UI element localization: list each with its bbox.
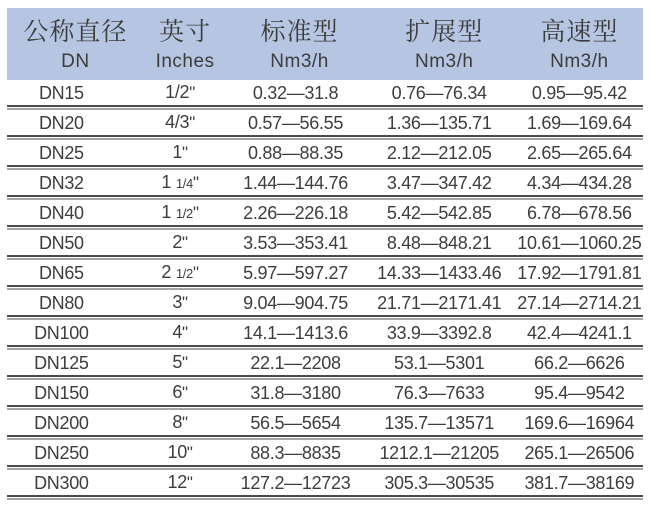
cell-inches [144,170,227,196]
table-row [7,290,643,315]
cell-high-speed: 169.6—16964 [524,412,635,433]
cell-inches [144,440,227,466]
table-row [7,350,643,375]
header-subtitle: Nm3/h [550,51,609,72]
cell-inches [144,320,227,346]
cell-dn: DN300 [34,472,89,493]
inch-main: 1/2 [165,82,190,102]
cell-dn: DN15 [38,82,84,103]
cell-extended: 21.71—2171.41 [377,292,502,313]
cell-dn: DN80 [38,292,84,313]
header-title: 标准型 [260,18,339,46]
cell-dn: DN32 [38,172,84,193]
inch-mark: " [182,233,188,252]
cell-standard: 1.44—144.76 [243,172,348,193]
inch-mark: " [192,173,199,192]
cell-high-speed: 10.61—1060.25 [517,232,642,253]
inch-main: 4 [172,322,183,342]
inch-mark: " [189,83,195,102]
inch-main: 2 [172,232,183,252]
table-row [7,170,643,195]
cell-inches [144,200,227,226]
table-row [7,380,643,405]
header-subtitle: Nm3/h [414,51,474,72]
inch-mark: " [182,293,188,312]
inch-mark: " [182,323,188,342]
header-cell-inches [144,8,227,80]
header-cell-high-speed [516,8,643,80]
cell-inches [144,470,227,496]
cell-extended: 1.36—135.71 [386,112,492,133]
cell-inches [144,140,227,166]
inch-main: 3 [172,292,183,312]
header-subtitle: Nm3/h [270,51,329,72]
cell-standard: 14.1—1413.6 [243,322,348,343]
inch-fraction: 1/2 [175,206,193,221]
cell-high-speed: 1.69—169.64 [526,112,632,133]
cell-high-speed: 66.2—6626 [534,352,625,373]
inch-main: 1 [172,142,183,162]
cell-standard: 0.32—31.8 [252,82,339,103]
cell-inches [144,350,227,376]
header-title: 英寸 [159,18,212,46]
cell-inches [144,230,227,256]
table-row [7,470,643,495]
cell-standard: 5.97—597.27 [243,262,348,283]
cell-extended: 135.7—13571 [384,412,495,433]
cell-extended: 3.47—347.42 [386,172,492,193]
cell-standard: 3.53—353.41 [243,232,348,253]
cell-extended: 1212.1—21205 [379,442,499,463]
table-row [7,80,643,105]
cell-standard: 56.5—5654 [250,412,341,433]
table-row [7,410,643,435]
inch-main: 1 [161,202,176,222]
table-row [7,110,643,135]
cell-high-speed: 27.14—2714.21 [517,292,642,313]
cell-dn: DN20 [38,112,84,133]
cell-dn: DN250 [34,442,89,463]
inch-main: 1 [161,172,176,192]
header-title: 扩展型 [405,18,484,46]
cell-standard: 22.1—2208 [250,352,341,373]
cell-dn: DN125 [34,352,89,373]
cell-inches [144,110,227,136]
cell-dn: DN100 [34,322,89,343]
cell-dn: DN200 [34,412,89,433]
cell-standard: 31.8—3180 [250,382,341,403]
cell-inches [144,260,227,286]
cell-extended: 2.12—212.05 [386,142,492,163]
cell-extended: 305.3—30535 [384,472,495,493]
cell-extended: 53.1—5301 [394,352,485,373]
cell-standard: 127.2—12723 [240,472,351,493]
table-row [7,200,643,225]
inch-main: 8 [172,412,183,432]
cell-standard: 0.88—88.35 [248,142,344,163]
inch-fraction: 1/4 [175,176,193,191]
cell-inches [144,290,227,316]
inch-mark: " [186,473,193,492]
table-row [7,440,643,465]
inch-mark: " [186,443,193,462]
inch-mark: " [182,353,188,372]
cell-extended: 76.3—7633 [394,382,485,403]
cell-dn: DN65 [38,262,84,283]
inch-mark: " [182,143,188,162]
cell-inches [144,380,227,406]
header-cell-dn [7,8,144,80]
table-row [7,230,643,255]
cell-high-speed: 2.65—265.64 [526,142,632,163]
cell-dn: DN25 [38,142,84,163]
inch-mark: " [182,383,188,402]
table-row [7,260,643,285]
cell-dn: DN50 [38,232,84,253]
header-title: 公称直径 [23,18,128,46]
cell-extended: 0.76—76.34 [391,82,487,103]
inch-mark: " [192,203,199,222]
header-subtitle: Inches [155,51,215,72]
header-cell-standard [226,8,372,80]
table-row [7,320,643,345]
inch-main: 12 [167,472,187,492]
cell-inches [144,410,227,436]
cell-high-speed: 4.34—434.28 [526,172,632,193]
inch-mark: " [192,263,199,282]
cell-extended: 5.42—542.85 [386,202,492,223]
table-row [7,140,643,165]
inch-mark: " [189,113,195,132]
cell-high-speed: 42.4—4241.1 [526,322,632,343]
header-title: 高速型 [540,18,619,46]
inch-main: 4/3 [165,112,190,132]
cell-high-speed: 381.7—38169 [524,472,635,493]
inch-main: 10 [167,442,187,462]
inch-main: 6 [172,382,183,402]
cell-extended: 14.33—1433.46 [377,262,502,283]
cell-extended: 33.9—3392.8 [386,322,492,343]
inch-mark: " [182,413,188,432]
table-header [7,8,643,80]
cell-high-speed: 95.4—9542 [534,382,625,403]
inch-fraction: 1/2 [175,266,193,281]
header-subtitle: DN [61,51,90,72]
cell-extended: 8.48—848.21 [386,232,492,253]
cell-high-speed: 265.1—26506 [524,442,635,463]
cell-dn: DN150 [34,382,89,403]
flow-rate-table [7,8,643,500]
cell-standard: 0.57—56.55 [248,112,344,133]
cell-inches [144,80,227,106]
cell-standard: 9.04—904.75 [243,292,348,313]
inch-main: 2 [161,262,176,282]
cell-standard: 2.26—226.18 [243,202,348,223]
cell-high-speed: 6.78—678.56 [526,202,632,223]
cell-standard: 88.3—8835 [250,442,341,463]
cell-dn: DN40 [38,202,84,223]
header-cell-extended [373,8,516,80]
cell-high-speed: 0.95—95.42 [531,82,627,103]
cell-high-speed: 17.92—1791.81 [517,262,642,283]
inch-main: 5 [172,352,183,372]
row-divider [7,495,643,500]
